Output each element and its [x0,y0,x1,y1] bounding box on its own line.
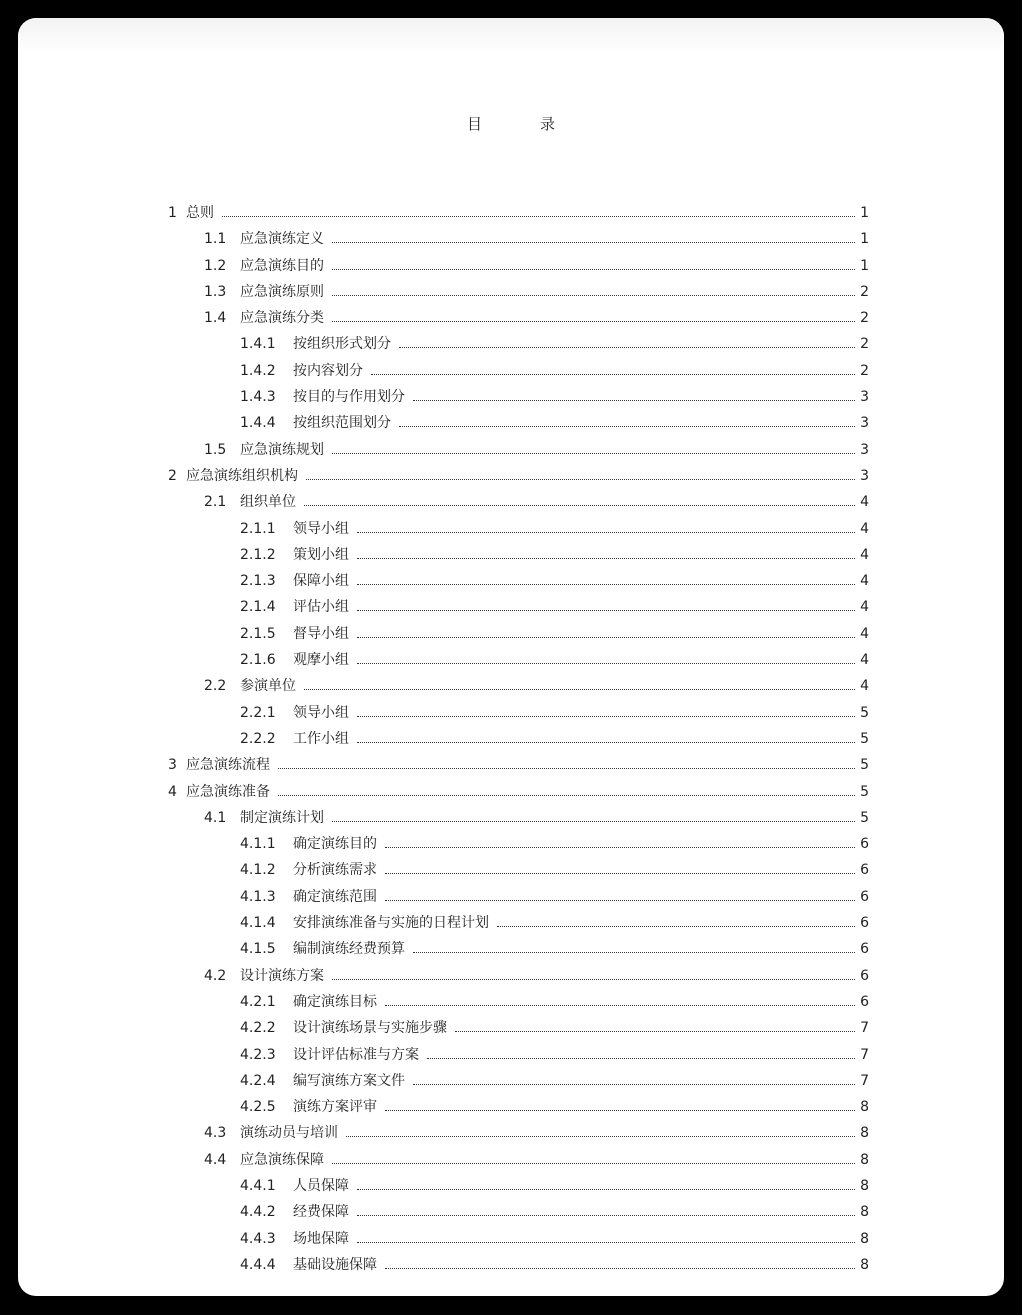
toc-dot-leader [304,688,855,690]
toc-dot-leader [357,741,855,743]
toc-dot-leader [332,294,855,296]
toc-dot-leader [278,767,855,769]
toc-entry-label: 按组织形式划分 [293,336,391,353]
toc-entry[interactable] [168,857,869,883]
toc-entry[interactable] [168,1252,869,1278]
toc-dot-leader [385,846,855,848]
toc-entry-label: 场地保障 [293,1230,349,1247]
table-of-contents [168,200,869,1278]
toc-entry[interactable] [168,1147,869,1173]
toc-entry-page: 8 [860,1125,869,1142]
toc-dot-leader [385,1004,855,1006]
toc-entry-page: 8 [860,1177,869,1194]
toc-entry-page: 2 [860,362,869,379]
toc-entry-label: 演练方案评审 [293,1099,377,1116]
toc-entry-label: 应急演练准备 [186,783,270,800]
toc-dot-leader [413,951,855,953]
toc-entry-label: 总则 [186,205,214,221]
toc-entry-label: 编制演练经费预算 [293,941,405,958]
toc-dot-leader [357,636,855,638]
toc-entry[interactable] [168,305,869,331]
toc-entry-label: 人员保障 [293,1177,349,1194]
toc-entry-label: 确定演练目的 [293,836,377,853]
toc-entry-page: 6 [860,862,869,879]
toc-entry[interactable] [168,1042,869,1068]
toc-dot-leader [278,794,855,796]
toc-entry[interactable] [168,437,869,463]
toc-dot-leader [222,215,855,217]
toc-entry-label: 基础设施保障 [293,1256,377,1273]
toc-entry-number: 2.2.2 [240,730,276,747]
toc-entry[interactable] [168,489,869,515]
toc-entry-page: 6 [860,888,869,905]
toc-dot-leader [371,373,855,375]
toc-entry-page: 4 [860,520,869,537]
toc-entry-number: 4.4.3 [240,1230,276,1247]
toc-entry-page: 6 [860,941,869,958]
toc-entry-page: 8 [860,1230,869,1247]
toc-entry[interactable] [168,647,869,673]
toc-entry-page: 6 [860,915,869,932]
toc-entry[interactable] [168,253,869,279]
toc-entry[interactable] [168,621,869,647]
toc-dot-leader [332,268,855,270]
toc-entry[interactable] [168,1015,869,1041]
toc-dot-leader [455,1030,855,1032]
toc-title-char-2: 录 [540,115,556,133]
toc-entry-number: 2.1.6 [240,652,276,669]
toc-entry-number: 4.3 [204,1125,227,1142]
toc-entry-page: 4 [860,678,869,695]
toc-entry-page: 8 [860,1151,869,1168]
toc-entry-page: 5 [860,730,869,747]
toc-entry-label: 按目的与作用划分 [293,389,405,406]
toc-entry[interactable] [168,884,869,910]
toc-entry-label: 应急演练组织机构 [186,467,298,484]
toc-entry[interactable] [168,331,869,357]
toc-entry-number: 1 [168,205,177,221]
toc-dot-leader [346,1135,855,1137]
toc-entry-label: 应急演练分类 [240,310,324,327]
toc-dot-leader [385,1109,855,1111]
toc-entry-number: 1.4.4 [240,415,276,432]
toc-entry[interactable] [168,568,869,594]
toc-entry-page: 1 [860,205,869,221]
toc-entry-label: 经费保障 [293,1204,349,1221]
toc-entry-number: 4.2.3 [240,1046,276,1063]
toc-entry[interactable] [168,1094,869,1120]
toc-entry-number: 1.3 [204,283,227,300]
toc-dot-leader [332,820,855,822]
toc-entry-label: 领导小组 [293,704,349,721]
toc-entry-number: 4.1.2 [240,862,276,879]
toc-entry-page: 6 [860,836,869,853]
toc-entry[interactable] [168,1173,869,1199]
toc-entry-label: 评估小组 [293,599,349,616]
toc-entry-number: 4.4 [204,1151,227,1168]
toc-dot-leader [385,899,855,901]
toc-entry-number: 4.1.3 [240,888,276,905]
toc-dot-leader [357,557,855,559]
toc-entry-label: 演练动员与培训 [240,1125,338,1142]
toc-entry[interactable] [168,1199,869,1225]
toc-entry-page: 3 [860,441,869,458]
toc-entry-page: 5 [860,783,869,800]
toc-entry[interactable] [168,805,869,831]
toc-entry-label: 应急演练原则 [240,283,324,300]
toc-entry-label: 保障小组 [293,573,349,590]
toc-entry[interactable] [168,700,869,726]
toc-entry-number: 1.4.2 [240,362,276,379]
toc-entry[interactable] [168,279,869,305]
toc-dot-leader [332,1162,855,1164]
toc-entry-number: 4.2.5 [240,1099,276,1116]
toc-entry-label: 工作小组 [293,730,349,747]
toc-entry-label: 制定演练计划 [240,809,324,826]
toc-entry-number: 2.1.4 [240,599,276,616]
toc-entry[interactable] [168,410,869,436]
toc-entry-label: 观摩小组 [293,652,349,669]
toc-entry[interactable] [168,358,869,384]
toc-dot-leader [413,399,855,401]
toc-entry-number: 4.2.2 [240,1020,276,1037]
toc-entry-page: 7 [860,1046,869,1063]
toc-entry-number: 4.4.2 [240,1204,276,1221]
page-top-shade [18,18,1004,52]
toc-entry[interactable] [168,1068,869,1094]
toc-entry-number: 2.2.1 [240,704,276,721]
toc-entry-label: 分析演练需求 [293,862,377,879]
toc-entry[interactable] [168,594,869,620]
toc-entry-number: 2 [168,467,177,484]
toc-entry-page: 7 [860,1020,869,1037]
toc-entry-number: 4.4.1 [240,1177,276,1194]
toc-entry-page: 3 [860,389,869,406]
toc-dot-leader [332,978,855,980]
toc-entry-number: 4.1 [204,809,227,826]
toc-entry-number: 4.1.1 [240,836,276,853]
toc-dot-leader [332,452,855,454]
toc-entry-label: 领导小组 [293,520,349,537]
toc-entry[interactable] [168,936,869,962]
toc-entry-number: 1.4 [204,310,227,327]
toc-entry[interactable] [168,989,869,1015]
toc-entry-label: 应急演练目的 [240,257,324,274]
toc-dot-leader [357,531,855,533]
toc-entry-page: 2 [860,310,869,327]
toc-entry-label: 设计演练场景与实施步骤 [293,1020,447,1037]
toc-entry-number: 1.1 [204,231,227,248]
toc-dot-leader [357,662,855,664]
toc-entry-number: 4 [168,783,177,800]
document-page [18,18,1004,1296]
toc-entry[interactable] [168,1120,869,1146]
toc-entry[interactable] [168,910,869,936]
toc-dot-leader [332,320,855,322]
toc-entry-label: 督导小组 [293,625,349,642]
toc-dot-leader [399,425,855,427]
toc-entry-page: 8 [860,1256,869,1273]
toc-entry-number: 1.2 [204,257,227,274]
toc-entry-page: 4 [860,625,869,642]
toc-entry-page: 4 [860,652,869,669]
toc-entry[interactable] [168,963,869,989]
toc-dot-leader [306,478,855,480]
toc-entry-number: 4.2.1 [240,993,276,1010]
toc-dot-leader [399,346,855,348]
toc-dot-leader [332,241,855,243]
toc-entry-number: 1.4.1 [240,336,276,353]
toc-entry[interactable] [168,1226,869,1252]
toc-dot-leader [357,1214,855,1216]
toc-entry[interactable] [168,463,869,489]
toc-entry-page: 4 [860,546,869,563]
toc-entry-label: 设计评估标准与方案 [293,1046,419,1063]
toc-entry-label: 策划小组 [293,546,349,563]
toc-entry-number: 2.1.2 [240,546,276,563]
toc-entry-page: 6 [860,967,869,984]
toc-entry[interactable] [168,200,869,226]
toc-entry[interactable] [168,752,869,778]
toc-entry-page: 6 [860,993,869,1010]
toc-dot-leader [385,872,855,874]
toc-dot-leader [357,609,855,611]
toc-entry-page: 3 [860,415,869,432]
toc-entry-page: 4 [860,599,869,616]
toc-entry-label: 应急演练规划 [240,441,324,458]
toc-dot-leader [385,1267,855,1269]
toc-entry-label: 编写演练方案文件 [293,1072,405,1089]
toc-dot-leader [357,583,855,585]
toc-entry-page: 4 [860,494,869,511]
toc-entry-page: 7 [860,1072,869,1089]
toc-entry-number: 1.4.3 [240,389,276,406]
toc-entry-page: 1 [860,257,869,274]
toc-entry-page: 3 [860,467,869,484]
toc-entry[interactable] [168,384,869,410]
toc-entry-number: 2.1 [204,494,227,511]
toc-entry-label: 确定演练范围 [293,888,377,905]
toc-entry-number: 3 [168,757,177,774]
toc-title [18,113,1004,134]
toc-title-char-1: 目 [466,115,482,133]
toc-entry-page: 2 [860,336,869,353]
toc-entry-label: 按组织范围划分 [293,415,391,432]
toc-entry-label: 组织单位 [240,494,296,511]
toc-dot-leader [413,1083,855,1085]
toc-entry-page: 8 [860,1204,869,1221]
toc-dot-leader [357,1241,855,1243]
toc-dot-leader [497,925,855,927]
toc-entry-page: 5 [860,757,869,774]
toc-entry-number: 4.1.5 [240,941,276,958]
toc-entry[interactable] [168,542,869,568]
toc-entry[interactable] [168,516,869,542]
toc-entry-number: 1.5 [204,441,227,458]
toc-entry-page: 2 [860,283,869,300]
toc-entry[interactable] [168,726,869,752]
toc-entry-number: 2.1.5 [240,625,276,642]
toc-entry-label: 安排演练准备与实施的日程计划 [293,915,489,932]
toc-entry[interactable] [168,226,869,252]
toc-entry-label: 应急演练流程 [186,757,270,774]
toc-entry[interactable] [168,831,869,857]
toc-entry-number: 4.1.4 [240,915,276,932]
toc-entry-number: 2.1.3 [240,573,276,590]
toc-entry-number: 4.2.4 [240,1072,276,1089]
toc-entry-label: 参演单位 [240,678,296,695]
toc-dot-leader [357,715,855,717]
toc-dot-leader [357,1188,855,1190]
toc-entry-label: 应急演练定义 [240,231,324,248]
toc-entry-label: 确定演练目标 [293,993,377,1010]
toc-entry-page: 4 [860,573,869,590]
toc-entry[interactable] [168,673,869,699]
toc-entry-page: 1 [860,231,869,248]
toc-entry-number: 4.4.4 [240,1256,276,1273]
toc-dot-leader [427,1057,855,1059]
toc-entry-number: 2.2 [204,678,227,695]
toc-entry-label: 按内容划分 [293,362,363,379]
toc-entry-label: 设计演练方案 [240,967,324,984]
toc-dot-leader [304,504,855,506]
toc-entry-number: 4.2 [204,967,227,984]
toc-entry-page: 5 [860,704,869,721]
toc-entry-number: 2.1.1 [240,520,276,537]
toc-entry-page: 8 [860,1099,869,1116]
toc-entry-label: 应急演练保障 [240,1151,324,1168]
toc-entry-page: 5 [860,809,869,826]
toc-entry[interactable] [168,779,869,805]
